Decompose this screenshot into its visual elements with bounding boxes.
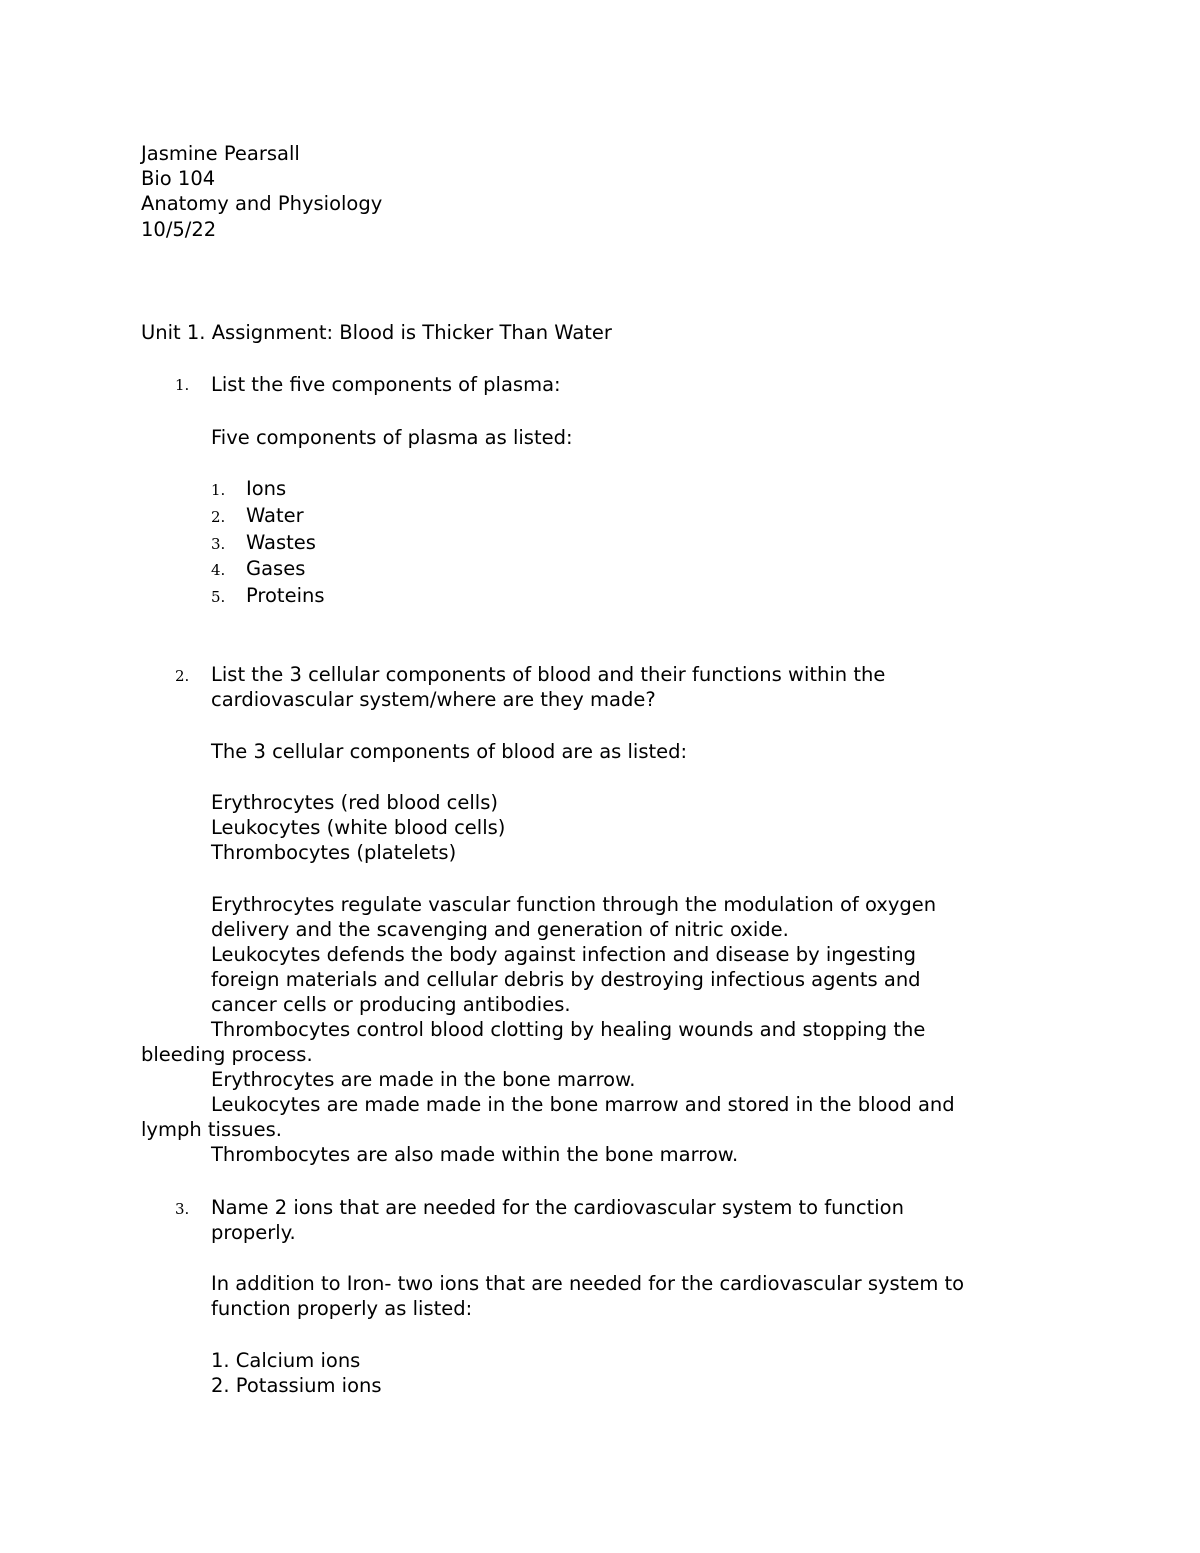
q2-question-line: List the 3 cellular components of blood and their functions within the (211, 663, 886, 686)
q2-answer-line: Erythrocytes are made in the bone marrow. (211, 1068, 636, 1091)
q1-item-number: 3. (211, 535, 226, 553)
q1-item-text: Proteins (246, 584, 325, 607)
q2-answer-line: Erythrocytes regulate vascular function through the modulation of oxygen (211, 893, 937, 916)
q1-intro: Five components of plasma as listed: (211, 426, 573, 449)
course-subject: Anatomy and Physiology (141, 192, 383, 215)
q2-question-line: cardiovascular system/where are they made? (211, 688, 656, 711)
q1-item-number: 4. (211, 561, 226, 579)
q2-component: Erythrocytes (red blood cells) (211, 791, 498, 814)
q2-answer-line: Leukocytes are made made in the bone marrow and stored in the blood and (211, 1093, 955, 1116)
q2-number: 2. (175, 667, 190, 685)
q2-intro: The 3 cellular components of blood are as listed: (211, 740, 688, 763)
assignment-title: Unit 1. Assignment: Blood is Thicker Than Water (141, 321, 612, 344)
q2-answer-line: Leukocytes defends the body against infection and disease by ingesting (211, 943, 916, 966)
q1-question: List the five components of plasma: (211, 373, 561, 396)
q1-item-number: 2. (211, 508, 226, 526)
q1-item-text: Ions (246, 477, 287, 500)
q2-answer-line: cancer cells or producing antibodies. (211, 993, 571, 1016)
q3-item: 1. Calcium ions (211, 1349, 361, 1372)
q2-component: Leukocytes (white blood cells) (211, 816, 506, 839)
q1-item-text: Wastes (246, 531, 316, 554)
student-name: Jasmine Pearsall (141, 142, 300, 165)
q2-answer-line: Thrombocytes control blood clotting by healing wounds and stopping the (211, 1018, 926, 1041)
q2-answer-line: delivery and the scavenging and generation of nitric oxide. (211, 918, 789, 941)
q2-answer-line: Thrombocytes are also made within the bone marrow. (211, 1143, 739, 1166)
q1-item-number: 1. (211, 481, 226, 499)
q2-component: Thrombocytes (platelets) (211, 841, 457, 864)
course-code: Bio 104 (141, 167, 216, 190)
q2-answer-line: lymph tissues. (141, 1118, 282, 1141)
q3-intro-line: function properly as listed: (211, 1297, 473, 1320)
q2-answer-line: bleeding process. (141, 1043, 313, 1066)
q3-question-line: Name 2 ions that are needed for the cardiovascular system to function (211, 1196, 904, 1219)
q3-number: 3. (175, 1200, 190, 1218)
q1-item-text: Gases (246, 557, 306, 580)
q1-item-text: Water (246, 504, 304, 527)
q3-question-line: properly. (211, 1221, 296, 1244)
q3-item: 2. Potassium ions (211, 1374, 382, 1397)
q1-number: 1. (175, 376, 190, 394)
assignment-date: 10/5/22 (141, 218, 217, 241)
q3-intro-line: In addition to Iron- two ions that are needed for the cardiovascular system to (211, 1272, 965, 1295)
q1-item-number: 5. (211, 588, 226, 606)
q2-answer-line: foreign materials and cellular debris by destroying infectious agents and (211, 968, 921, 991)
